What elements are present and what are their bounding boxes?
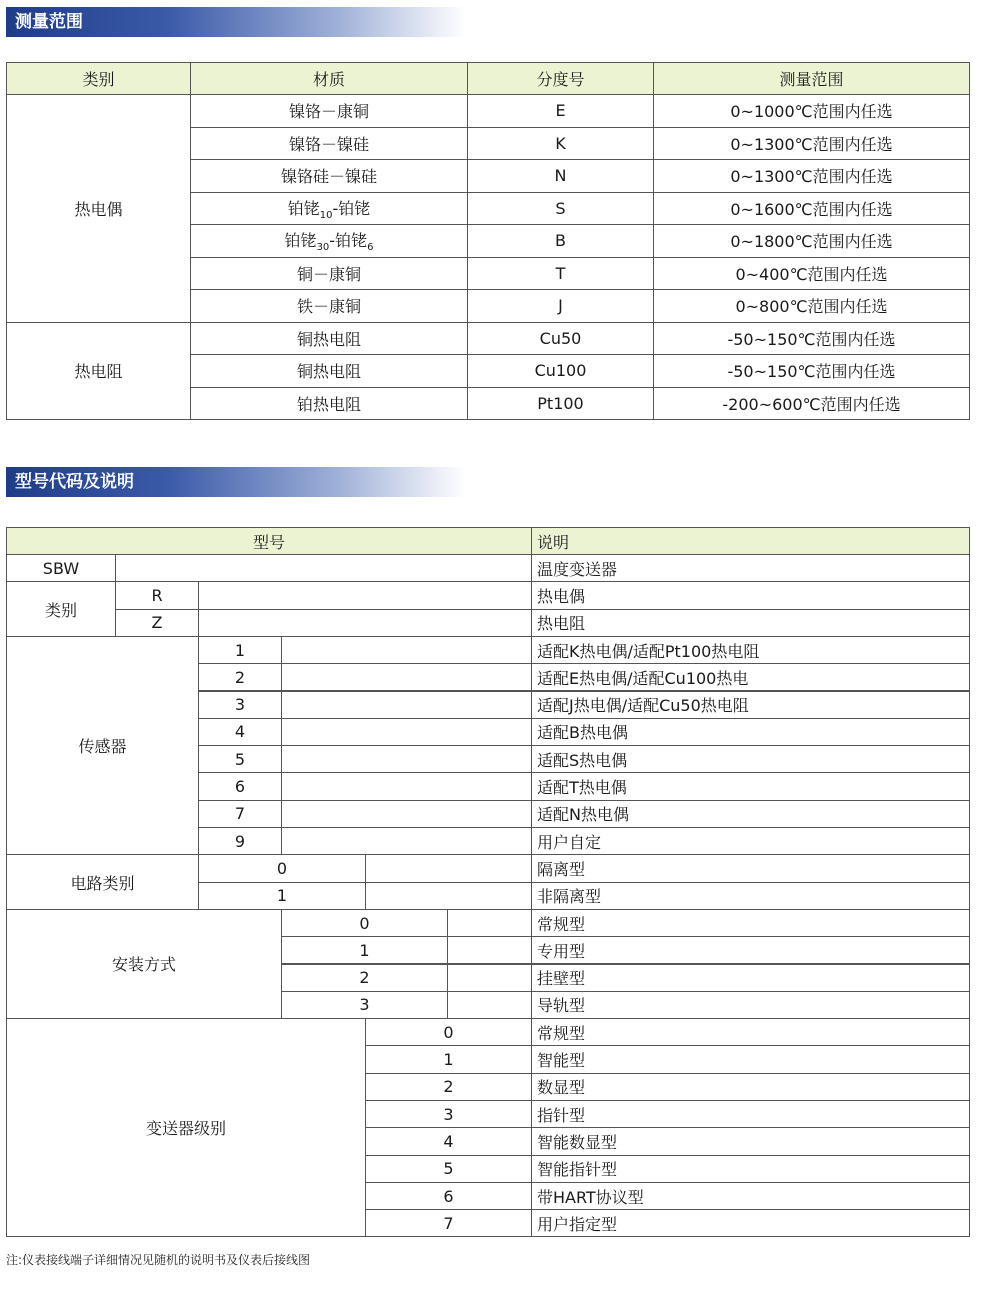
table1-header-0: 类别 xyxy=(6,62,191,95)
index-cell: N xyxy=(467,159,654,193)
desc-cell: 隔离型 xyxy=(531,854,970,882)
footnote: 注:仪表接线端子详细情况见随机的说明书及仪表后接线图 xyxy=(6,1253,311,1267)
code-cell: 9 xyxy=(198,827,282,855)
filler-cell xyxy=(281,745,532,773)
range-cell: 0~1800℃范围内任选 xyxy=(653,224,970,258)
table1-header-1: 材质 xyxy=(190,62,468,95)
filler-cell xyxy=(447,909,532,937)
material-cell: 镍铬－康铜 xyxy=(190,94,468,128)
desc-cell: 适配B热电偶 xyxy=(531,718,970,746)
material-text: -铂铑 xyxy=(332,198,371,218)
level-label-4: 变送器级别 xyxy=(6,1018,366,1237)
desc-cell: 挂壁型 xyxy=(531,964,970,992)
code-cell: 7 xyxy=(365,1209,532,1237)
filler-cell xyxy=(198,581,532,609)
category-cell: 热电阻 xyxy=(6,322,191,421)
code-cell: 0 xyxy=(365,1018,532,1046)
desc-cell: 带HART协议型 xyxy=(531,1182,970,1210)
filler-cell xyxy=(281,827,532,855)
code-cell: 6 xyxy=(365,1182,532,1210)
table1-header-2: 分度号 xyxy=(467,62,654,95)
filler-cell xyxy=(281,636,532,664)
code-cell: 5 xyxy=(365,1155,532,1183)
index-cell: J xyxy=(467,289,654,323)
desc-cell: 适配S热电偶 xyxy=(531,745,970,773)
range-cell: 0~400℃范围内任选 xyxy=(653,257,970,291)
code-cell: 6 xyxy=(198,772,282,800)
desc-cell: 热电偶 xyxy=(531,581,970,609)
code-cell: 2 xyxy=(198,663,282,691)
code-cell: 5 xyxy=(198,745,282,773)
range-cell: -50~150℃范围内任选 xyxy=(653,322,970,356)
filler-cell xyxy=(447,936,532,964)
desc-cell: 适配E热电偶/适配Cu100热电 xyxy=(531,663,970,691)
section-title-model-code: 型号代码及说明 xyxy=(6,467,466,497)
code-cell: 3 xyxy=(198,691,282,719)
code-cell: 0 xyxy=(198,854,366,882)
code-cell: 0 xyxy=(281,909,448,937)
material-cell: 铂热电阻 xyxy=(190,387,468,421)
code-cell: R xyxy=(115,581,199,609)
code-cell: 2 xyxy=(365,1073,532,1101)
filler-cell xyxy=(281,663,532,691)
desc-cell: 热电阻 xyxy=(531,609,970,637)
desc-cell: 非隔离型 xyxy=(531,882,970,910)
filler-cell xyxy=(281,800,532,828)
material-subscript: 30 xyxy=(316,242,330,254)
table2-header-model: 型号 xyxy=(6,527,532,555)
filler-cell xyxy=(198,609,532,637)
desc-cell: 智能数显型 xyxy=(531,1127,970,1155)
filler-cell xyxy=(281,772,532,800)
index-cell: Pt100 xyxy=(467,387,654,421)
desc-cell: 导轨型 xyxy=(531,991,970,1019)
code-cell: 7 xyxy=(198,800,282,828)
category-cell: 热电偶 xyxy=(6,94,191,323)
filler-cell xyxy=(365,854,532,882)
code-cell: 1 xyxy=(365,1045,532,1073)
desc-cell: 常规型 xyxy=(531,1018,970,1046)
code-cell: Z xyxy=(115,609,199,637)
material-subscript: 10 xyxy=(319,209,333,221)
range-cell: 0~1600℃范围内任选 xyxy=(653,192,970,226)
material-cell: 铁－康铜 xyxy=(190,289,468,323)
material-cell: 铜－康铜 xyxy=(190,257,468,291)
desc-cell: 数显型 xyxy=(531,1073,970,1101)
section-title-measurement-range: 测量范围 xyxy=(6,7,466,37)
filler-cell xyxy=(281,718,532,746)
range-cell: 0~1300℃范围内任选 xyxy=(653,127,970,161)
code-cell: 1 xyxy=(281,936,448,964)
code-cell: 1 xyxy=(198,882,366,910)
desc-cell: 适配N热电偶 xyxy=(531,800,970,828)
desc-cell: 指针型 xyxy=(531,1100,970,1128)
base-desc-cell: 温度变送器 xyxy=(531,554,970,582)
desc-cell: 常规型 xyxy=(531,909,970,937)
index-cell: K xyxy=(467,127,654,161)
index-cell: Cu50 xyxy=(467,322,654,356)
code-cell: 3 xyxy=(365,1100,532,1128)
material-cell: 铜热电阻 xyxy=(190,322,468,356)
filler-cell xyxy=(447,991,532,1019)
range-cell: -50~150℃范围内任选 xyxy=(653,354,970,388)
desc-cell: 适配J热电偶/适配Cu50热电阻 xyxy=(531,691,970,719)
desc-cell: 用户自定 xyxy=(531,827,970,855)
base-code-cell: SBW xyxy=(6,554,116,582)
desc-cell: 适配K热电偶/适配Pt100热电阻 xyxy=(531,636,970,664)
level-label-1: 传感器 xyxy=(6,636,199,855)
code-cell: 4 xyxy=(198,718,282,746)
desc-cell: 适配T热电偶 xyxy=(531,772,970,800)
filler-cell xyxy=(447,964,532,992)
index-cell: E xyxy=(467,94,654,128)
index-cell: B xyxy=(467,224,654,258)
table2-header-desc: 说明 xyxy=(531,527,970,555)
material-cell: 镍铬硅－镍硅 xyxy=(190,159,468,193)
base-empty-cell xyxy=(115,554,532,582)
index-cell: Cu100 xyxy=(467,354,654,388)
range-cell: -200~600℃范围内任选 xyxy=(653,387,970,421)
table1-header-3: 测量范围 xyxy=(653,62,970,95)
filler-cell xyxy=(365,882,532,910)
desc-cell: 专用型 xyxy=(531,936,970,964)
desc-cell: 用户指定型 xyxy=(531,1209,970,1237)
material-subscript: 6 xyxy=(367,242,374,254)
index-cell: S xyxy=(467,192,654,226)
range-cell: 0~1300℃范围内任选 xyxy=(653,159,970,193)
material-cell: 镍铬－镍硅 xyxy=(190,127,468,161)
material-text: 铂铑 xyxy=(287,198,320,218)
level-label-0: 类别 xyxy=(6,581,116,637)
desc-cell: 智能指针型 xyxy=(531,1155,970,1183)
material-text: -铂铑 xyxy=(329,231,368,251)
range-cell: 0~1000℃范围内任选 xyxy=(653,94,970,128)
range-cell: 0~800℃范围内任选 xyxy=(653,289,970,323)
material-cell: 铜热电阻 xyxy=(190,354,468,388)
desc-cell: 智能型 xyxy=(531,1045,970,1073)
material-text: 铂铑 xyxy=(284,231,317,251)
level-label-3: 安装方式 xyxy=(6,909,282,1019)
code-cell: 2 xyxy=(281,964,448,992)
code-cell: 3 xyxy=(281,991,448,1019)
filler-cell xyxy=(281,691,532,719)
code-cell: 4 xyxy=(365,1127,532,1155)
level-label-2: 电路类别 xyxy=(6,854,199,910)
code-cell: 1 xyxy=(198,636,282,664)
index-cell: T xyxy=(467,257,654,291)
